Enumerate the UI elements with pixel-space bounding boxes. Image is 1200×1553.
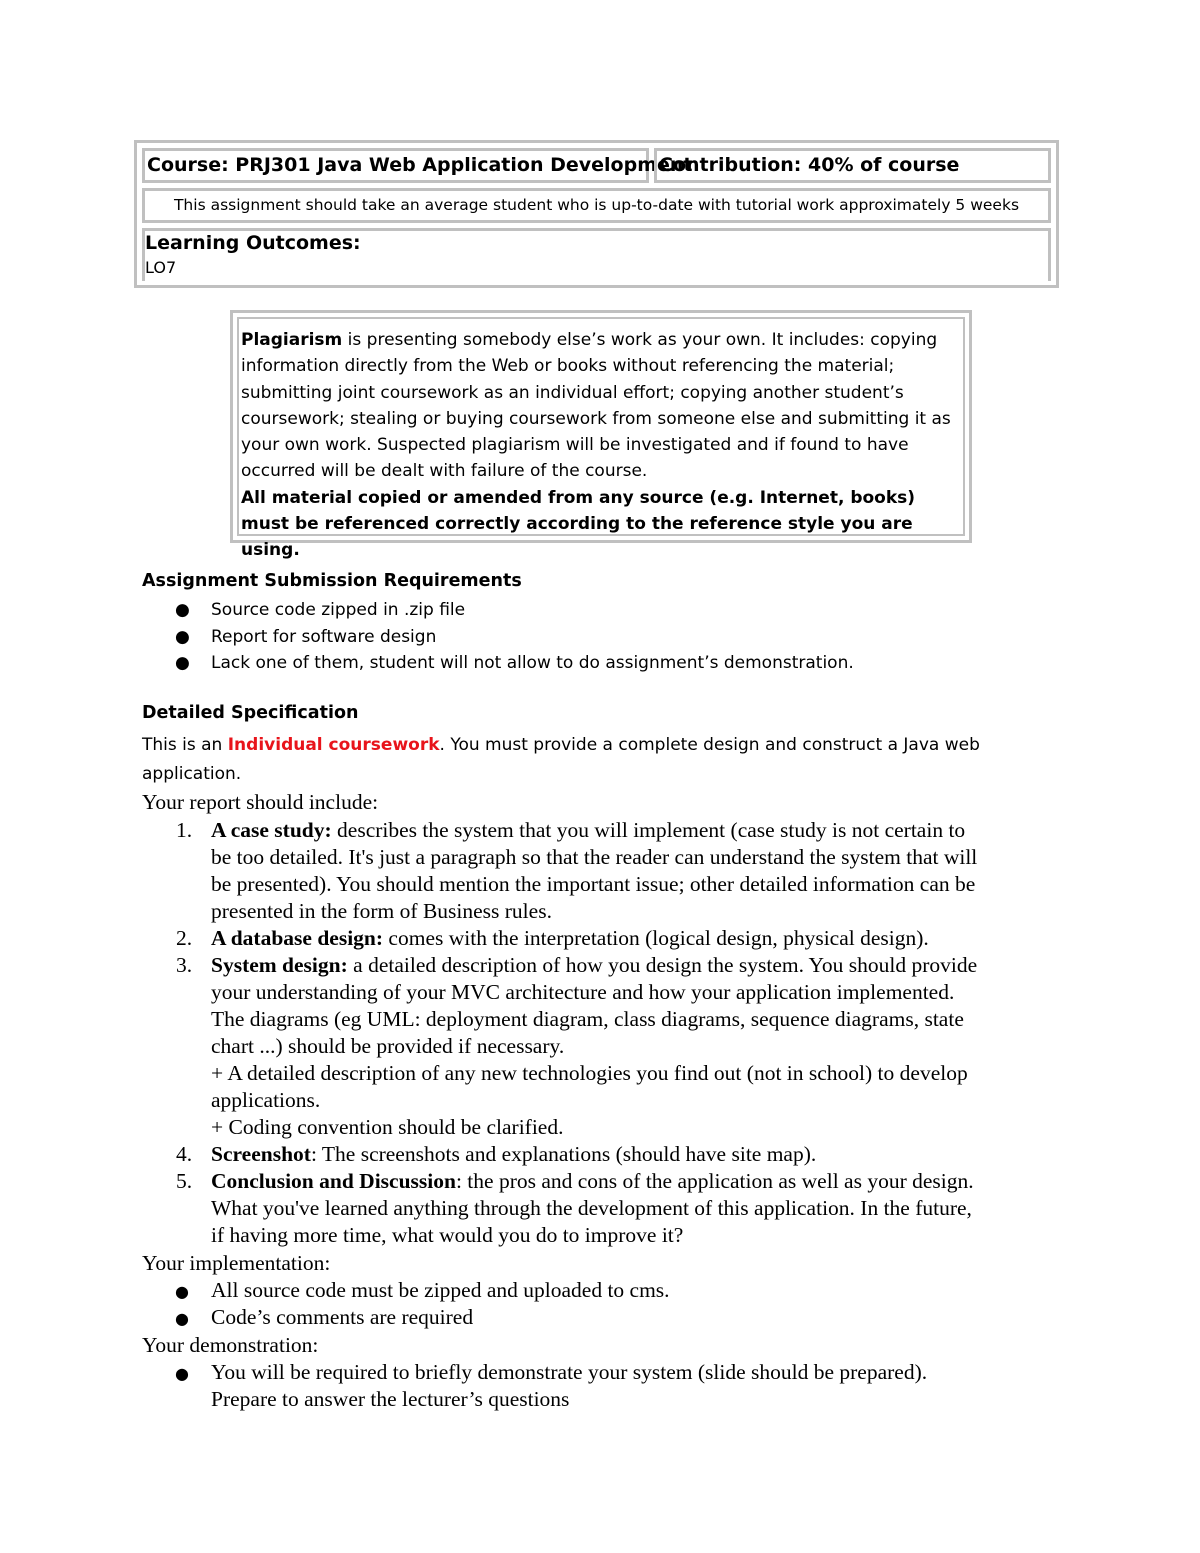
list-item: 5. Conclusion and Discussion: the pros and cons of the application as well as your design. What you've learned anything through the development of this application. In the future, if having more time, what would you do to improve it? bbox=[176, 1169, 974, 1247]
list-item: 4. Screenshot: The screenshots and explanations (should have site map). bbox=[176, 1142, 817, 1166]
duration-note: This assignment should take an average student who is up-to-date with tutorial work approximately 5 weeks bbox=[142, 188, 1051, 223]
bullet-icon: ● bbox=[175, 1282, 189, 1301]
bullet-icon: ● bbox=[175, 653, 190, 673]
list-item: 3. System design: a detailed description of how you design the system. You should provide your understanding of your MVC architecture and how your application implemented. The diagrams (eg UML: deployment diagram, class diagrams, sequence diagrams, state chart ...) should be provided if necessary. + A detailed description of any new technologies you find out (not in school) to develop applications. + Coding convention should be clarified. bbox=[176, 953, 978, 1139]
list-item: ● All source code must be zipped and uploaded to cms. bbox=[142, 1277, 670, 1304]
list-item: 2. A database design: comes with the interpretation (logical design, physical design). bbox=[176, 926, 929, 950]
implementation-label: Your implementation: bbox=[142, 1251, 331, 1275]
plagiarism-term: Plagiarism bbox=[241, 330, 343, 350]
submission-list bbox=[142, 597, 854, 677]
list-item: ● Source code zipped in .zip file bbox=[142, 597, 854, 624]
plagiarism-text bbox=[237, 317, 965, 561]
list-item: ● You will be required to briefly demonstrate your system (slide should be prepared). Prepare to answer the lecturer’s questions bbox=[175, 1360, 928, 1411]
demonstration-list bbox=[142, 1359, 927, 1413]
bullet-icon: ● bbox=[175, 626, 190, 647]
demonstration-label: Your demonstration: bbox=[142, 1333, 319, 1357]
submission-title: Assignment Submission Requirements bbox=[142, 571, 522, 591]
course-row bbox=[142, 148, 1051, 183]
plagiarism-notice bbox=[230, 310, 972, 561]
bullet-icon: ● bbox=[175, 600, 190, 620]
learning-outcomes-cell bbox=[142, 228, 1051, 281]
course-title: Course: PRJ301 Java Web Application Development bbox=[142, 148, 649, 183]
implementation-list bbox=[142, 1277, 670, 1331]
list-item: 1. A case study: describes the system that you will implement (case study is not certain to be too detailed. It's just a paragraph so that the reader can understand the system that will be presented). You should mention the important issue; other detailed information can be presented in the form of Business rules. bbox=[176, 818, 978, 923]
report-items-list bbox=[142, 817, 977, 1249]
list-item: ● Lack one of them, student will not allow to do assignment’s demonstration. bbox=[142, 650, 854, 677]
individual-coursework-highlight: Individual coursework bbox=[227, 735, 440, 755]
plagiarism-warning: All material copied or amended from any source (e.g. Internet, books) must be referenced correctly according to the reference style you are using. bbox=[241, 487, 916, 561]
learning-outcomes-value: LO7 bbox=[145, 258, 177, 277]
report-label: Your report should include: bbox=[142, 790, 379, 814]
specification-title: Detailed Specification bbox=[142, 703, 359, 723]
bullet-icon: ● bbox=[175, 1364, 189, 1383]
learning-outcomes-label: Learning Outcomes: bbox=[145, 232, 361, 254]
specification-intro: This is an Individual coursework. You must provide a complete design and construct a Java web application. bbox=[142, 735, 980, 784]
contribution: Contribution: 40% of course bbox=[654, 148, 1051, 183]
course-info-table bbox=[134, 140, 1059, 288]
plagiarism-description: is presenting somebody else’s work as your own. It includes: copying information directly from the Web or books without referencing the material; submitting joint coursework as an individual effort; copying another student’s coursework; stealing or buying coursework from someone else and submitting it as your own work. Suspected plagiarism will be investigated and if found to have occurred will be dealt with failure of the course. bbox=[241, 330, 951, 482]
list-item: ● Report for software design bbox=[142, 624, 854, 651]
bullet-icon: ● bbox=[175, 1309, 189, 1328]
list-item: ● Code’s comments are required bbox=[142, 1304, 670, 1331]
